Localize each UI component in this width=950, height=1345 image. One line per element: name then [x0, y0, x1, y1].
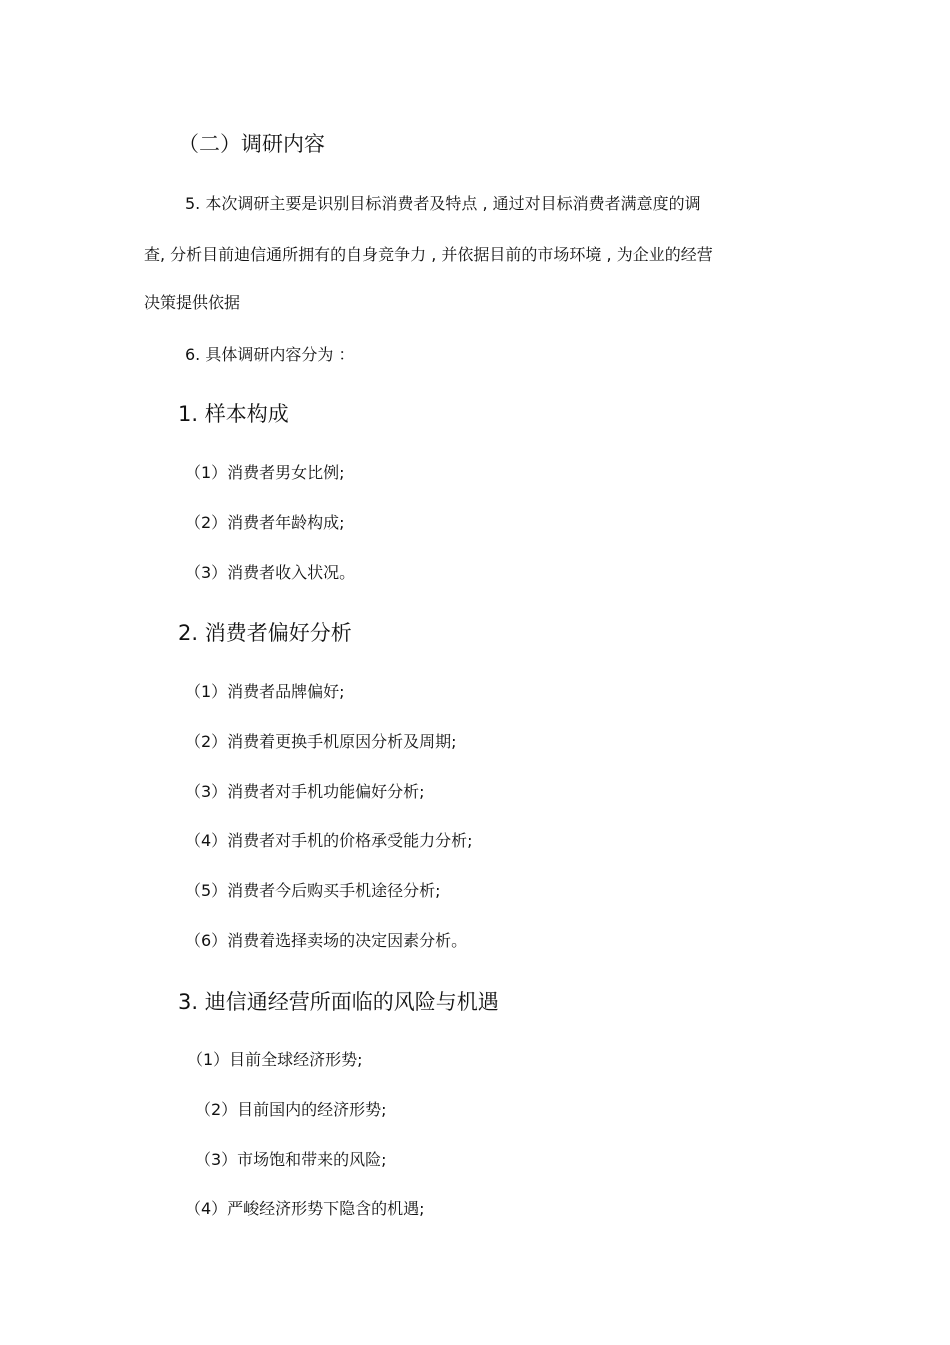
list-item: （1）目前全球经济形势;	[187, 1050, 363, 1069]
list-item: （2）消费者年龄构成;	[185, 513, 345, 532]
list-item: （3）市场饱和带来的风险;	[195, 1150, 387, 1169]
paragraph-6: 6. 具体调研内容分为 ：	[185, 345, 355, 364]
list-item: （5）消费者今后购买手机途径分析;	[185, 881, 441, 900]
group-heading: 3. 迪信通经营所面临的风险与机遇	[178, 990, 499, 1014]
paragraph-5-line-2: 查, 分析目前迪信通所拥有的自身竞争力 , 并依据目前的市场环境 , 为企业的经营	[144, 245, 713, 264]
section-title: （二）调研内容	[178, 132, 325, 156]
group-heading: 2. 消费者偏好分析	[178, 621, 352, 645]
list-item: （4）严峻经济形势下隐含的机遇;	[185, 1199, 425, 1218]
list-item: （1）消费者品牌偏好;	[185, 682, 345, 701]
list-item: （6）消费着选择卖场的决定因素分析。	[185, 931, 468, 950]
group-heading: 1. 样本构成	[178, 402, 289, 426]
list-item: （2）消费着更换手机原因分析及周期;	[185, 732, 457, 751]
paragraph-5-line-1: 5. 本次调研主要是识别目标消费者及特点 , 通过对目标消费者满意度的调	[185, 194, 701, 213]
paragraph-5-line-3: 决策提供依据	[144, 293, 241, 312]
list-item: （1）消费者男女比例;	[185, 463, 345, 482]
list-item: （3）消费者对手机功能偏好分析;	[185, 782, 425, 801]
list-item: （2）目前国内的经济形势;	[195, 1100, 387, 1119]
list-item: （3）消费者收入状况。	[185, 563, 356, 582]
list-item: （4）消费者对手机的价格承受能力分析;	[185, 831, 473, 850]
